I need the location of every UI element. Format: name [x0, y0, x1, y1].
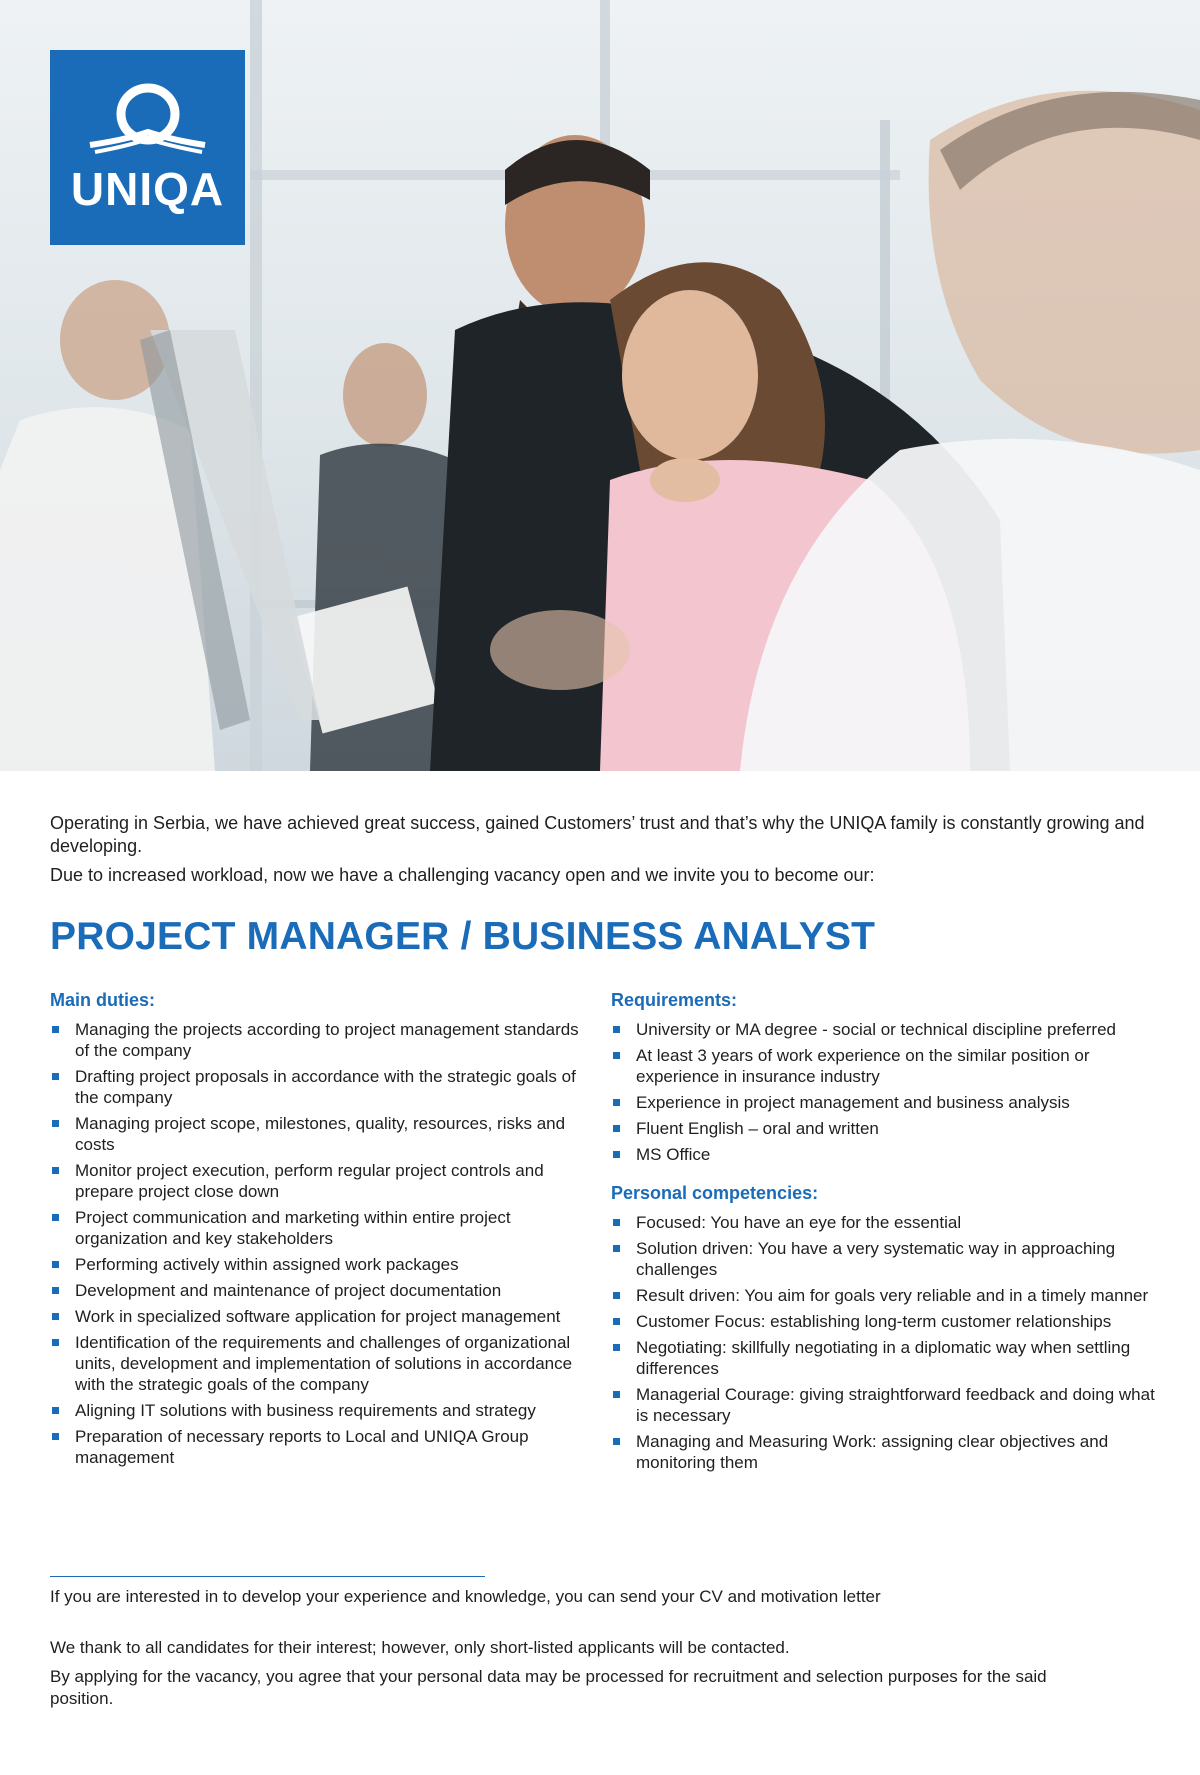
bullet-square-icon — [52, 1339, 59, 1346]
list-item-text: Project communication and marketing within entire project organization and key stakeholders — [75, 1208, 511, 1248]
bullet-square-icon — [613, 1125, 620, 1132]
bullet-square-icon — [52, 1313, 59, 1320]
bullet-square-icon — [613, 1052, 620, 1059]
bullet-square-icon — [613, 1245, 620, 1252]
list-item-text: Fluent English – oral and written — [636, 1119, 879, 1138]
footer-divider — [50, 1576, 485, 1577]
bullet-square-icon — [52, 1407, 59, 1414]
list-item — [50, 1160, 590, 1202]
list-item — [50, 1254, 590, 1275]
list-item — [611, 1144, 1156, 1165]
list-item — [50, 1306, 590, 1327]
duties-section — [50, 990, 590, 1473]
list-item — [611, 1311, 1156, 1332]
list-item-text: Managing the projects according to project management standards of the company — [75, 1020, 579, 1060]
bullet-square-icon — [613, 1099, 620, 1106]
logo-wordmark: UNIQA — [70, 163, 225, 215]
bullet-square-icon — [52, 1287, 59, 1294]
list-item — [611, 1019, 1156, 1040]
bullet-square-icon — [613, 1151, 620, 1158]
list-item — [50, 1332, 590, 1395]
competencies-list — [611, 1212, 1156, 1473]
list-item — [50, 1207, 590, 1249]
list-item — [611, 1384, 1156, 1426]
bullet-square-icon — [52, 1433, 59, 1440]
list-item — [611, 1285, 1156, 1306]
bullet-square-icon — [613, 1391, 620, 1398]
list-item — [611, 1431, 1156, 1473]
bullet-square-icon — [52, 1167, 59, 1174]
list-item — [611, 1045, 1156, 1087]
list-item-text: Experience in project management and business analysis — [636, 1093, 1070, 1112]
bullet-square-icon — [613, 1292, 620, 1299]
bullet-square-icon — [613, 1344, 620, 1351]
list-item — [50, 1400, 590, 1421]
bullet-square-icon — [52, 1261, 59, 1268]
requirements-heading: Requirements: — [611, 990, 738, 1010]
hero-photo — [0, 0, 1200, 771]
bullet-square-icon — [613, 1026, 620, 1033]
bullet-square-icon — [52, 1214, 59, 1221]
list-item-text: Drafting project proposals in accordance with the strategic goals of the company — [75, 1067, 576, 1107]
list-item — [611, 1238, 1156, 1280]
bullet-square-icon — [52, 1026, 59, 1033]
list-item-text: Monitor project execution, perform regular project controls and prepare project close down — [75, 1161, 544, 1201]
job-title: PROJECT MANAGER / BUSINESS ANALYST — [50, 915, 876, 958]
list-item-text: Identification of the requirements and challenges of organizational units, development and implementation of solutions in accordance with the strategic goals of the company — [75, 1333, 573, 1394]
list-item-text: Result driven: You aim for goals very reliable and in a timely manner — [636, 1286, 1149, 1305]
list-item — [50, 1113, 590, 1155]
intro — [50, 812, 1150, 887]
bullet-square-icon — [613, 1318, 620, 1325]
footer-thanks-text: We thank to all candidates for their interest; however, only short-listed applicants will be contacted. — [50, 1638, 790, 1657]
list-item — [611, 1092, 1156, 1113]
competencies-heading: Personal competencies: — [611, 1183, 819, 1203]
intro-paragraph-1: Operating in Serbia, we have achieved great success, gained Customers’ trust and that’s why the UNIQA family is constantly growing and developing. — [50, 813, 1145, 856]
list-item — [50, 1426, 590, 1468]
list-item-text: At least 3 years of work experience on the similar position or experience in insurance industry — [636, 1046, 1090, 1086]
list-item — [50, 1019, 590, 1061]
uniqa-logo — [50, 50, 245, 245]
bullet-square-icon — [52, 1120, 59, 1127]
list-item-text: Focused: You have an eye for the essential — [636, 1213, 962, 1232]
list-item — [611, 1118, 1156, 1139]
requirements-list — [611, 1019, 1156, 1165]
requirements-section — [611, 990, 1156, 1478]
list-item — [611, 1212, 1156, 1233]
list-item-text: Managing and Measuring Work: assigning clear objectives and monitoring them — [636, 1432, 1109, 1472]
list-item-text: Development and maintenance of project documentation — [75, 1281, 502, 1300]
footer-apply-text: If you are interested in to develop your experience and knowledge, you can send your CV and motivation letter — [50, 1587, 881, 1606]
list-item-text: Preparation of necessary reports to Local and UNIQA Group management — [75, 1427, 529, 1467]
list-item — [50, 1280, 590, 1301]
list-item-text: Work in specialized software application for project management — [75, 1307, 561, 1326]
bullet-square-icon — [613, 1219, 620, 1226]
list-item-text: Managing project scope, milestones, quality, resources, risks and costs — [75, 1114, 566, 1154]
list-item — [50, 1066, 590, 1108]
footer — [50, 1586, 1110, 1710]
list-item-text: Managerial Courage: giving straightforward feedback and doing what is necessary — [636, 1385, 1155, 1425]
list-item-text: University or MA degree - social or technical discipline preferred — [636, 1020, 1116, 1039]
duties-heading: Main duties: — [50, 990, 156, 1010]
list-item-text: Performing actively within assigned work packages — [75, 1255, 459, 1274]
bullet-square-icon — [613, 1438, 620, 1445]
list-item-text: Customer Focus: establishing long-term customer relationships — [636, 1312, 1112, 1331]
duties-list — [50, 1019, 590, 1468]
footer-privacy-text: By applying for the vacancy, you agree that your personal data may be processed for recruitment and selection purposes for the said position. — [50, 1667, 1047, 1708]
list-item-text: Aligning IT solutions with business requirements and strategy — [75, 1401, 536, 1420]
list-item-text: Negotiating: skillfully negotiating in a diplomatic way when settling differences — [636, 1338, 1131, 1378]
intro-paragraph-2: Due to increased workload, now we have a challenging vacancy open and we invite you to become our: — [50, 865, 875, 885]
list-item — [611, 1337, 1156, 1379]
list-item-text: MS Office — [636, 1145, 711, 1164]
bullet-square-icon — [52, 1073, 59, 1080]
list-item-text: Solution driven: You have a very systematic way in approaching challenges — [636, 1239, 1116, 1279]
